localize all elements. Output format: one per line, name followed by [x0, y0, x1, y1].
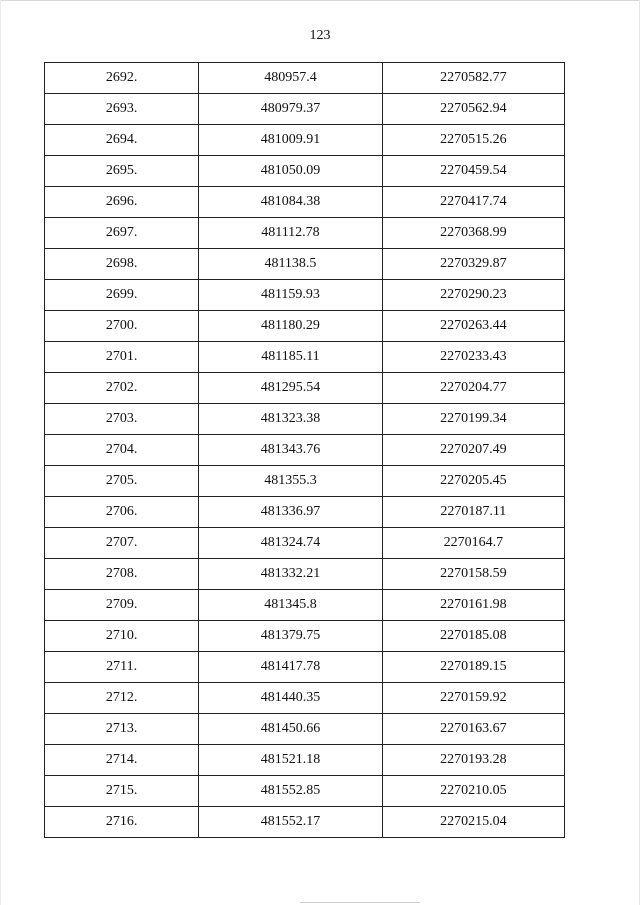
x-coordinate-cell: 481440.35 — [199, 683, 382, 714]
y-coordinate-cell: 2270459.54 — [382, 156, 564, 187]
scan-mark — [300, 902, 420, 903]
x-coordinate-cell: 481112.78 — [199, 218, 382, 249]
point-number-cell: 2692. — [45, 63, 199, 94]
table-row — [45, 94, 565, 125]
y-coordinate-cell: 2270562.94 — [382, 94, 564, 125]
point-number-cell: 2705. — [45, 466, 199, 497]
x-coordinate-cell: 481552.17 — [199, 807, 382, 838]
table-row — [45, 745, 565, 776]
y-coordinate-cell: 2270417.74 — [382, 187, 564, 218]
x-coordinate-cell: 481180.29 — [199, 311, 382, 342]
table-row — [45, 187, 565, 218]
table-row — [45, 714, 565, 745]
point-number-cell: 2707. — [45, 528, 199, 559]
table-row — [45, 249, 565, 280]
table-row — [45, 683, 565, 714]
x-coordinate-cell: 480979.37 — [199, 94, 382, 125]
table-row — [45, 466, 565, 497]
table-row — [45, 559, 565, 590]
y-coordinate-cell: 2270368.99 — [382, 218, 564, 249]
coordinates-table-body — [45, 63, 565, 838]
x-coordinate-cell: 481084.38 — [199, 187, 382, 218]
y-coordinate-cell: 2270329.87 — [382, 249, 564, 280]
y-coordinate-cell: 2270210.05 — [382, 776, 564, 807]
table-row — [45, 435, 565, 466]
y-coordinate-cell: 2270204.77 — [382, 373, 564, 404]
y-coordinate-cell: 2270263.44 — [382, 311, 564, 342]
point-number-cell: 2697. — [45, 218, 199, 249]
page-number: 123 — [309, 28, 331, 43]
x-coordinate-cell: 481050.09 — [199, 156, 382, 187]
point-number-cell: 2703. — [45, 404, 199, 435]
point-number-cell: 2716. — [45, 807, 199, 838]
table-row — [45, 807, 565, 838]
point-number-cell: 2708. — [45, 559, 199, 590]
y-coordinate-cell: 2270161.98 — [382, 590, 564, 621]
y-coordinate-cell: 2270215.04 — [382, 807, 564, 838]
y-coordinate-cell: 2270582.77 — [382, 63, 564, 94]
y-coordinate-cell: 2270207.49 — [382, 435, 564, 466]
y-coordinate-cell: 2270193.28 — [382, 745, 564, 776]
coordinates-table — [44, 62, 565, 838]
point-number-cell: 2698. — [45, 249, 199, 280]
point-number-cell: 2713. — [45, 714, 199, 745]
point-number-cell: 2700. — [45, 311, 199, 342]
x-coordinate-cell: 481355.3 — [199, 466, 382, 497]
y-coordinate-cell: 2270159.92 — [382, 683, 564, 714]
point-number-cell: 2693. — [45, 94, 199, 125]
point-number-cell: 2694. — [45, 125, 199, 156]
y-coordinate-cell: 2270187.11 — [382, 497, 564, 528]
x-coordinate-cell: 481009.91 — [199, 125, 382, 156]
table-row — [45, 652, 565, 683]
table-row — [45, 404, 565, 435]
table-row — [45, 63, 565, 94]
x-coordinate-cell: 481379.75 — [199, 621, 382, 652]
table-row — [45, 218, 565, 249]
point-number-cell: 2699. — [45, 280, 199, 311]
point-number-cell: 2715. — [45, 776, 199, 807]
x-coordinate-cell: 481332.21 — [199, 559, 382, 590]
table-row — [45, 776, 565, 807]
table-row — [45, 528, 565, 559]
point-number-cell: 2701. — [45, 342, 199, 373]
table-row — [45, 311, 565, 342]
point-number-cell: 2712. — [45, 683, 199, 714]
x-coordinate-cell: 480957.4 — [199, 63, 382, 94]
point-number-cell: 2696. — [45, 187, 199, 218]
y-coordinate-cell: 2270515.26 — [382, 125, 564, 156]
x-coordinate-cell: 481138.5 — [199, 249, 382, 280]
y-coordinate-cell: 2270185.08 — [382, 621, 564, 652]
x-coordinate-cell: 481343.76 — [199, 435, 382, 466]
table-row — [45, 125, 565, 156]
point-number-cell: 2702. — [45, 373, 199, 404]
x-coordinate-cell: 481323.38 — [199, 404, 382, 435]
x-coordinate-cell: 481159.93 — [199, 280, 382, 311]
x-coordinate-cell: 481295.54 — [199, 373, 382, 404]
y-coordinate-cell: 2270164.7 — [382, 528, 564, 559]
page-edge-left — [0, 0, 1, 905]
page-edge-top — [0, 0, 640, 1]
point-number-cell: 2711. — [45, 652, 199, 683]
y-coordinate-cell: 2270290.23 — [382, 280, 564, 311]
table-row — [45, 156, 565, 187]
point-number-cell: 2704. — [45, 435, 199, 466]
table-row — [45, 497, 565, 528]
table-row — [45, 280, 565, 311]
x-coordinate-cell: 481552.85 — [199, 776, 382, 807]
x-coordinate-cell: 481324.74 — [199, 528, 382, 559]
x-coordinate-cell: 481185.11 — [199, 342, 382, 373]
table-row — [45, 621, 565, 652]
x-coordinate-cell: 481345.8 — [199, 590, 382, 621]
point-number-cell: 2706. — [45, 497, 199, 528]
x-coordinate-cell: 481417.78 — [199, 652, 382, 683]
x-coordinate-cell: 481336.97 — [199, 497, 382, 528]
table-row — [45, 590, 565, 621]
point-number-cell: 2714. — [45, 745, 199, 776]
y-coordinate-cell: 2270158.59 — [382, 559, 564, 590]
table-row — [45, 342, 565, 373]
point-number-cell: 2695. — [45, 156, 199, 187]
x-coordinate-cell: 481450.66 — [199, 714, 382, 745]
x-coordinate-cell: 481521.18 — [199, 745, 382, 776]
y-coordinate-cell: 2270199.34 — [382, 404, 564, 435]
point-number-cell: 2710. — [45, 621, 199, 652]
table-row — [45, 373, 565, 404]
point-number-cell: 2709. — [45, 590, 199, 621]
y-coordinate-cell: 2270205.45 — [382, 466, 564, 497]
y-coordinate-cell: 2270189.15 — [382, 652, 564, 683]
y-coordinate-cell: 2270233.43 — [382, 342, 564, 373]
y-coordinate-cell: 2270163.67 — [382, 714, 564, 745]
